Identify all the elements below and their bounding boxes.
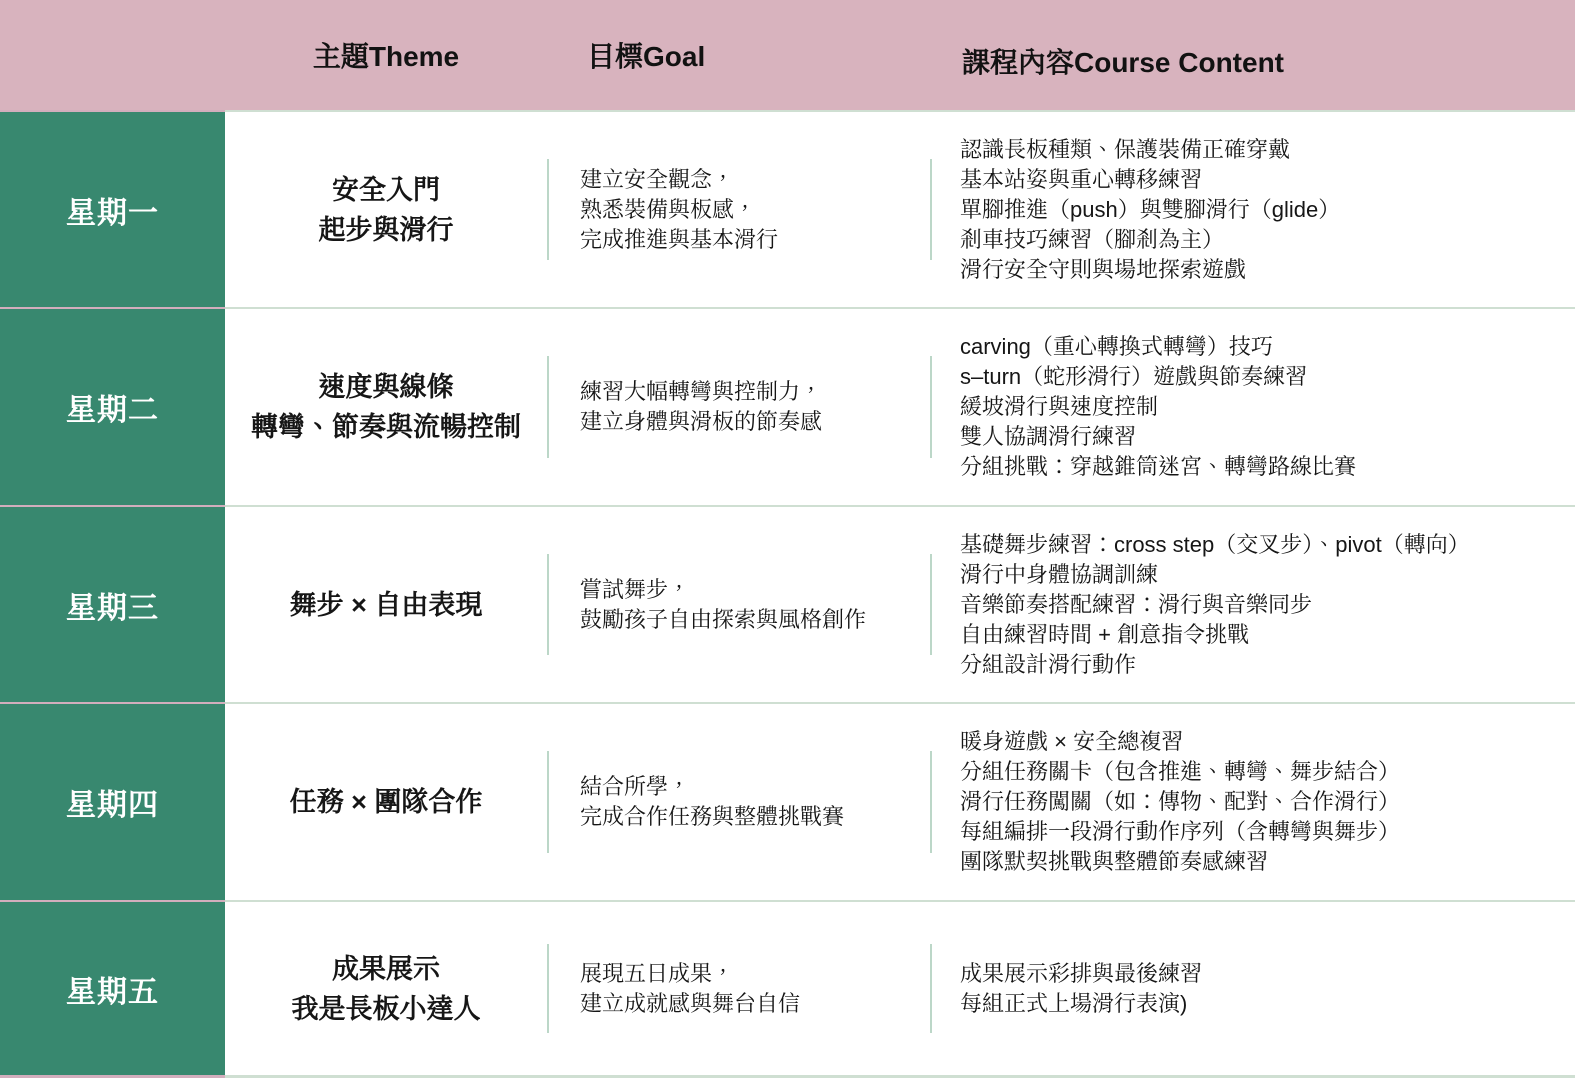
theme-line: 起步與滑行 — [318, 214, 454, 245]
content-cell — [930, 110, 1575, 307]
theme-line: 我是長板小達人 — [291, 993, 481, 1024]
goal-line: 嘗試舞步， — [580, 576, 691, 602]
column-divider — [547, 751, 549, 853]
theme-line: 成果展示 — [332, 953, 440, 984]
goal-line: 結合所學， — [580, 774, 691, 799]
goal-line: 鼓勵孩子自由探索與風格創作 — [580, 606, 867, 632]
theme-text — [290, 782, 483, 822]
theme-line: 轉彎、節奏與流暢控制 — [251, 412, 521, 442]
goal-cell — [547, 505, 930, 702]
header-theme-cell — [225, 0, 547, 110]
content-line: 滑行中身體協調訓練 — [960, 561, 1159, 587]
day-cell — [0, 900, 225, 1075]
day-cell — [0, 505, 225, 702]
column-divider — [930, 554, 932, 655]
goal-text — [547, 377, 822, 437]
header-content-label: 課程內容Course Content — [962, 47, 1285, 78]
theme-cell — [225, 702, 547, 900]
content-line: 暖身遊戲 × 安全總複習 — [960, 729, 1184, 754]
goal-cell — [547, 702, 930, 900]
content-line: 每組編排一段滑行動作序列（含轉彎與舞步） — [960, 819, 1401, 844]
content-line: 每組正式上場滑行表演) — [960, 990, 1188, 1016]
theme-cell — [225, 505, 547, 702]
header-theme-label: 主題Theme — [312, 41, 460, 72]
column-divider — [547, 554, 549, 655]
header-goal-cell — [547, 0, 930, 110]
footer-left-strip — [0, 1075, 225, 1084]
header-content-cell — [930, 0, 1575, 110]
header-goal-label: 目標Goal — [587, 41, 706, 72]
day-cell — [0, 110, 225, 307]
content-cell — [930, 307, 1575, 505]
goal-cell — [547, 307, 930, 505]
theme-cell — [225, 900, 547, 1075]
day-label: 星期一 — [66, 196, 159, 230]
theme-line: 速度與線條 — [318, 372, 454, 402]
content-line: 剎車技巧練習（腳剎為主） — [960, 226, 1225, 252]
day-label: 星期四 — [66, 789, 159, 822]
theme-cell — [225, 110, 547, 307]
goal-line: 完成合作任務與整體挑戰賽 — [580, 804, 845, 829]
day-cell — [0, 702, 225, 900]
column-divider — [547, 356, 549, 458]
goal-line: 展現五日成果， — [580, 960, 735, 986]
column-divider — [930, 751, 932, 853]
content-cell — [930, 505, 1575, 702]
content-line: carving（重心轉換式轉彎）技巧 — [960, 334, 1273, 359]
content-line: 認識長板種類、保護裝備正確穿戴 — [960, 136, 1291, 162]
goal-cell — [547, 110, 930, 307]
content-line: 自由練習時間 + 創意指令挑戰 — [960, 621, 1250, 647]
content-line: 音樂節奏搭配練習：滑行與音樂同步 — [960, 591, 1313, 617]
goal-line: 建立身體與滑板的節奏感 — [580, 409, 823, 434]
day-label: 星期二 — [66, 394, 159, 427]
content-line: 團隊默契挑戰與整體節奏感練習 — [960, 849, 1269, 874]
content-line: 分組設計滑行動作 — [960, 651, 1137, 677]
goal-line: 建立安全觀念， — [580, 166, 735, 192]
theme-text — [290, 585, 483, 625]
content-line: 基礎舞步練習：cross step（交叉步）、pivot（轉向） — [960, 531, 1470, 557]
content-line: 滑行安全守則與場地探索遊戲 — [960, 256, 1247, 282]
content-text — [930, 530, 1470, 680]
content-text — [930, 727, 1400, 877]
theme-text — [319, 170, 454, 250]
theme-line: 任務 × 團隊合作 — [289, 787, 483, 817]
column-divider — [930, 944, 932, 1034]
content-line: 單腳推進（push）與雙腳滑行（glide） — [960, 196, 1341, 222]
content-line: s–turn（蛇形滑行）遊戲與節奏練習 — [960, 364, 1308, 389]
content-line: 分組挑戰：穿越錐筒迷宮、轉彎路線比賽 — [960, 454, 1357, 479]
column-divider — [930, 356, 932, 458]
content-cell — [930, 702, 1575, 900]
footer-right-strip — [225, 1075, 1575, 1084]
header-corner-cell — [0, 0, 225, 110]
content-text — [930, 332, 1356, 482]
goal-text — [547, 772, 844, 832]
content-text — [930, 959, 1202, 1019]
content-line: 成果展示彩排與最後練習 — [960, 960, 1203, 986]
goal-line: 熟悉裝備與板感， — [580, 196, 757, 222]
content-cell — [930, 900, 1575, 1075]
theme-text — [292, 949, 481, 1029]
day-cell — [0, 307, 225, 505]
content-text — [930, 135, 1340, 285]
content-line: 分組任務關卡（包含推進、轉彎、舞步結合） — [960, 759, 1401, 784]
goal-line: 練習大幅轉彎與控制力， — [580, 379, 823, 404]
goal-line: 建立成就感與舞台自信 — [580, 990, 801, 1016]
goal-cell — [547, 900, 930, 1075]
day-label: 星期五 — [66, 975, 159, 1009]
theme-text — [251, 367, 521, 447]
content-line: 雙人協調滑行練習 — [960, 424, 1137, 449]
goal-line: 完成推進與基本滑行 — [580, 226, 779, 252]
column-divider — [547, 944, 549, 1034]
content-line: 滑行任務闖關（如：傳物、配對、合作滑行） — [960, 789, 1401, 814]
goal-text — [547, 959, 800, 1019]
theme-cell — [225, 307, 547, 505]
content-line: 緩坡滑行與速度控制 — [960, 394, 1159, 419]
day-label: 星期三 — [66, 591, 159, 625]
content-line: 基本站姿與重心轉移練習 — [960, 166, 1203, 192]
theme-line: 安全入門 — [332, 174, 440, 205]
column-divider — [930, 159, 932, 260]
goal-text — [547, 575, 866, 635]
goal-text — [547, 165, 778, 255]
column-divider — [547, 159, 549, 260]
theme-line: 舞步 × 自由表現 — [289, 589, 483, 620]
